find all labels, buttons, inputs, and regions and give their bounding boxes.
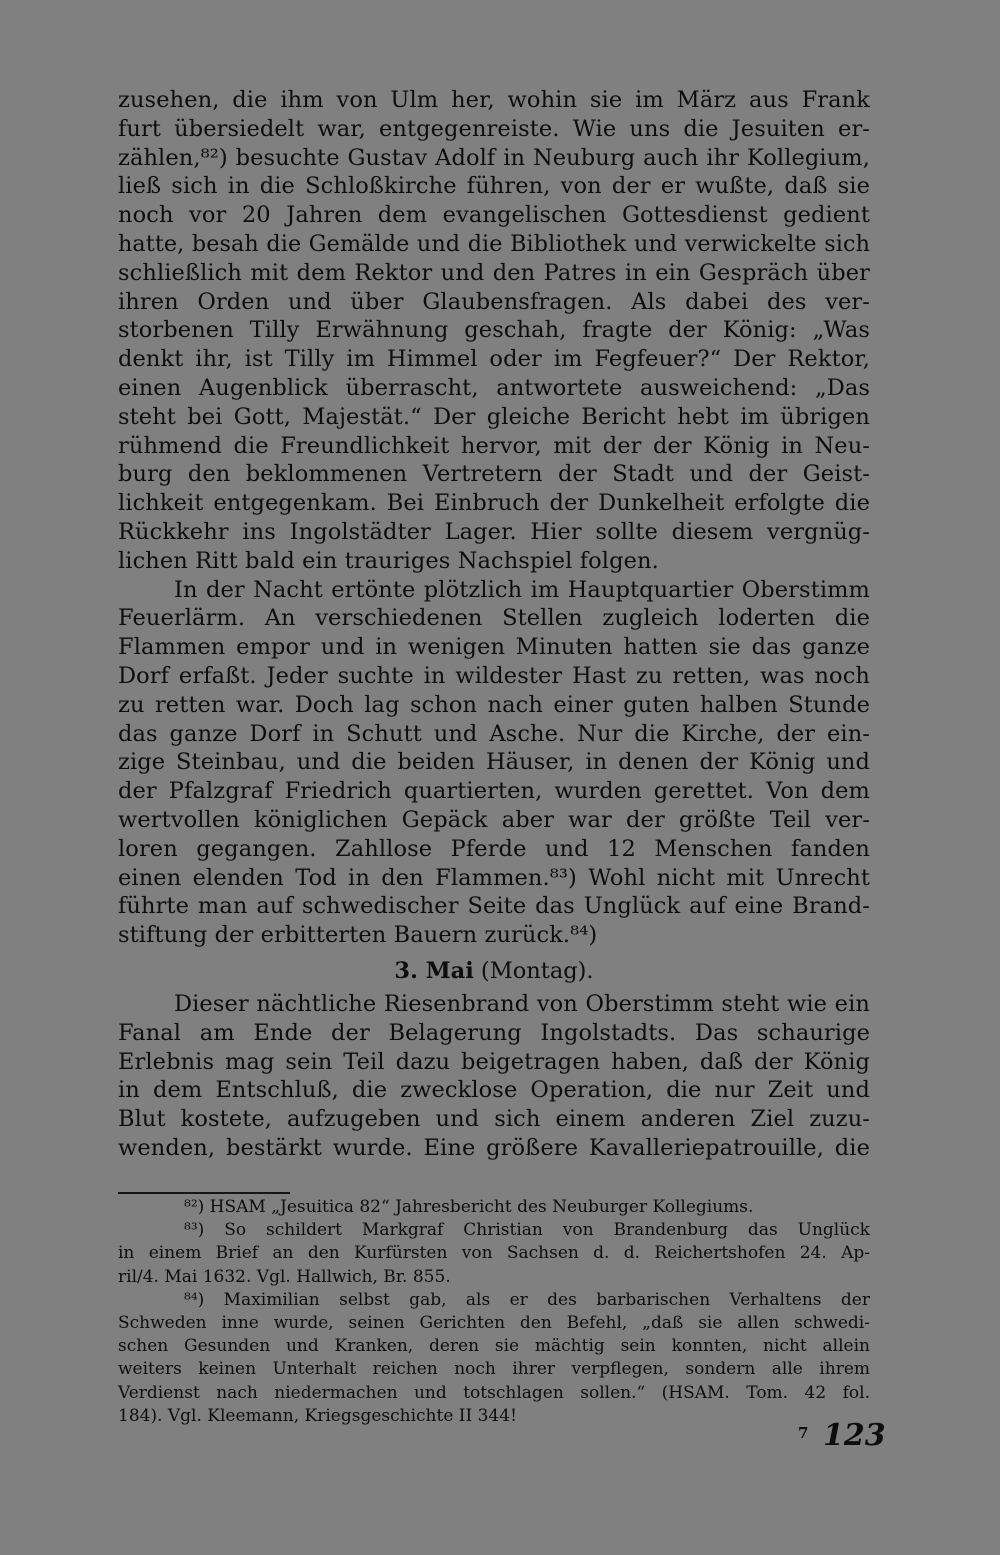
- heading-date: 3. Mai: [394, 957, 474, 984]
- footnote-line: Verdienst nach niedermachen und totschlagen sollen.“ (HSAM. Tom. 42 fol.: [118, 1382, 870, 1403]
- text-line: zige Steinbau, und die beiden Häuser, in denen der König und: [118, 749, 870, 776]
- text-line: ihren Orden und über Glaubensfragen. Als dabei des ver-: [118, 288, 870, 315]
- text-line: storbenen Tilly Erwähnung geschah, fragte der König: „Was: [118, 317, 870, 344]
- footnote-line: weiters keinen Unterhalt reichen noch ihrer verpflegen, sondern alle ihrem: [118, 1359, 870, 1380]
- text-line: zu retten war. Doch lag schon nach einer guten halben Stunde: [118, 691, 870, 718]
- text-line: Feuerlärm. An verschiedenen Stellen zugleich loderten die: [118, 605, 870, 632]
- text-line: einen elenden Tod in den Flammen.⁸³) Wohl nicht mit Unrecht: [118, 864, 870, 891]
- text-line: lichkeit entgegenkam. Bei Einbruch der Dunkelheit erfolgte die: [118, 490, 870, 517]
- main-text: [118, 86, 870, 1163]
- text-line: Dorf erfaßt. Jeder suchte in wildester Hast zu retten, was noch: [118, 662, 870, 689]
- text-line: denkt ihr, ist Tilly im Himmel oder im Fegfeuer?“ Der Rektor,: [118, 346, 870, 373]
- footnote-line: ⁸⁴) Maximilian selbst gab, als er des barbarischen Verhaltens der: [184, 1289, 870, 1310]
- text-line: Blut kostete, aufzugeben und sich einem anderen Ziel zuzu-: [118, 1106, 870, 1133]
- text-line: zählen,⁸²) besuchte Gustav Adolf in Neuburg auch ihr Kollegium,: [118, 144, 870, 171]
- signature-mark: 7: [798, 1424, 809, 1442]
- text-line: zusehen, die ihm von Ulm her, wohin sie im März aus Frank: [118, 87, 870, 113]
- text-line: stiftung der erbitterten Bauern zurück.⁸⁴): [118, 922, 598, 949]
- text-line: einen Augenblick überrascht, antwortete ausweichend: „Das: [118, 374, 870, 401]
- footnote-line: 184). Vgl. Kleemann, Kriegsgeschichte II 344!: [118, 1405, 517, 1426]
- text-line: wertvollen königlichen Gepäck aber war der größte Teil ver-: [118, 806, 870, 833]
- text-line: führte man auf schwedischer Seite das Unglück auf eine Brand-: [118, 893, 870, 920]
- footnote-line: ⁸³) So schildert Markgraf Christian von Brandenburg das Unglück: [184, 1220, 870, 1241]
- text-line: rühmend die Freundlichkeit hervor, mit der der König in Neu-: [118, 432, 870, 459]
- footnote-separator: [118, 1192, 290, 1194]
- text-line: hatte, besah die Gemälde und die Bibliothek und verwickelte sich: [118, 230, 870, 257]
- text-line: steht bei Gott, Majestät.“ Der gleiche Bericht hebt im übrigen: [118, 403, 870, 430]
- footnote-line: schen Gesunden und Kranken, deren sie mächtig sein konnten, nicht allein: [118, 1336, 870, 1357]
- heading-weekday: (Montag).: [473, 957, 594, 984]
- text-line: Flammen empor und in wenigen Minuten hatten sie das ganze: [118, 634, 870, 661]
- text-line: Dieser nächtliche Riesenbrand von Oberstimm steht wie ein: [174, 990, 870, 1017]
- text-line: schließlich mit dem Rektor und den Patres in ein Gespräch über: [118, 259, 870, 286]
- section-heading: [118, 954, 870, 988]
- text-line: In der Nacht ertönte plötzlich im Hauptquartier Oberstimm: [174, 576, 870, 603]
- text-line: ließ sich in die Schloßkirche führen, von der er wußte, daß sie: [118, 173, 870, 200]
- footnote-line: ril/4. Mai 1632. Vgl. Hallwich, Br. 855.: [118, 1266, 451, 1287]
- text-line: noch vor 20 Jahren dem evangelischen Gottesdienst gedient: [118, 202, 870, 229]
- footnotes: [118, 1196, 870, 1428]
- text-line: wenden, bestärkt wurde. Eine größere Kavalleriepatrouille, die: [118, 1134, 870, 1161]
- footnote-line: in einem Brief an den Kurfürsten von Sachsen d. d. Reichertshofen 24. Ap-: [118, 1243, 870, 1264]
- text-line: loren gegangen. Zahllose Pferde und 12 Menschen fanden: [118, 835, 870, 862]
- footnote-line: ⁸²) HSAM „Jesuitica 82“ Jahresbericht des Neuburger Kollegiums.: [184, 1197, 754, 1217]
- footnote-line: Schweden inne wurde, seinen Gerichten den Befehl, „daß sie allen schwedi-: [118, 1312, 870, 1333]
- text-line: Fanal am Ende der Belagerung Ingolstadts. Das schaurige: [118, 1019, 870, 1046]
- text-line: in dem Entschluß, die zwecklose Operation, die nur Zeit und: [118, 1077, 870, 1104]
- page-number: 123: [823, 1418, 886, 1453]
- text-line: furt übersiedelt war, entgegenreiste. Wie uns die Jesuiten er-: [118, 115, 870, 142]
- text-line: der Pfalzgraf Friedrich quartierten, wurden gerettet. Von dem: [118, 778, 870, 805]
- text-line: lichen Ritt bald ein trauriges Nachspiel folgen.: [118, 547, 659, 574]
- text-line: Erlebnis mag sein Teil dazu beigetragen haben, daß der König: [118, 1048, 870, 1075]
- text-line: burg den beklommenen Vertretern der Stadt und der Geist-: [118, 461, 870, 488]
- text-line: Rückkehr ins Ingolstädter Lager. Hier sollte diesem vergnüg-: [118, 518, 870, 545]
- text-line: das ganze Dorf in Schutt und Asche. Nur die Kirche, der ein-: [118, 720, 870, 747]
